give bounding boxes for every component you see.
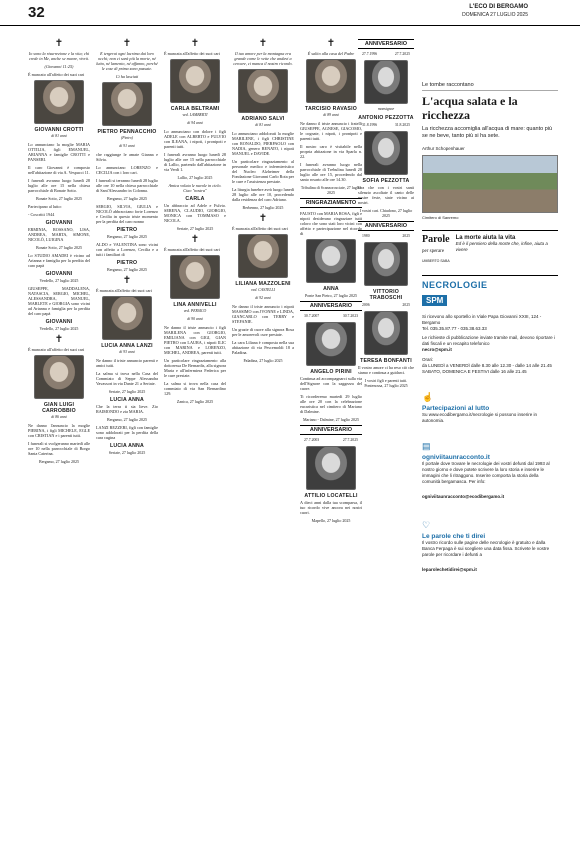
column-3: ✝ È mancata all'affetto dei suoi cari CARLA BELTRAMI ved. LAMBERTI di 94 anni Lo annunciano con dolore i figli ADELE con ALBERTO e FULVIO con ILEANA, i nipoti, i pronipoti e parenti tutti. I funerali avranno luogo lunedì 28 luglio alle ore 15 nella parrocchiale di Lallio, partendo dall'abitazione in via Verdi 1. Lallio, 27 luglio 2025 Amica volata le nuvole in cielo. Ciao "nostra" CARLA Un abbraccio ad Adele e Fulvio. SERENA, CLAUDIO, GIORGIO, MONICA con TOMMASO e NICOLA. Seriate, 27 luglio 2025 ✝ È mancata all'affetto dei suoi cari LINA ANNIVELLI ved. PERSICO di 90 anni Ne danno il triste annuncio i figli MARILENA con GIORGIO, EMILIANA con GIGI, GIAN PIETRO con LAURA, i nipoti ILIC con MARINA e LORENZO, MICHEL, ANDREA, parenti tutti. Un particolare ringraziamento alla dottoressa De Bernardis, alla signora Maria e all'infermiera Federica per le cure prestate. La salma si trova nella casa del commiato di via San Bernardino 129. Zanica, 27 luglio 2025 (164, 38, 226, 404)
portrait-photo (102, 296, 152, 340)
heart-icon: ♡ (422, 520, 431, 530)
deceased-name: GIOVANNI CROTTI (34, 127, 84, 133)
sidebar: Le tombe raccontano L'acqua salata e la ricchezza La ricchezza accomiglia all'acqua di mare: quanto più se ne beve, tanto più si ha sete. Arthur Schopenhauer Cimitero di Sanremo Parole per sperare La morte aiuta la vita Ed è il pensiero della morte che, infine, aiuta a vivere UMBERTO SABA NECROLOGIE SPM Si ricevono allo sportello in Viale Papa Giovanni XXIII, 124 - Bergamo Tel. 035.35.87.77 - 035.38.63.33 Le richieste di pubblicazione inviate tramite mail, devono riportare i dati fiscali e un recapito telefonico necro@spm.it Orari: da LUNEDÌ a VENERDÌ dalle 8.30 alle 12.30 - dalle 14 alle 21.45 SABATO, DOMENICA E FESTIVI dalle 16 alle 21.45 ☝ Partecipazioni al lutto Su www.ecodibergamo.it/necrologie si possono inserire in autonomia. ▤ ogniviitaunracconto.it Il portale dove trovare le necrologie dei vostri defunti dal 1993 al nostro giorno e dove potete scrivere la loro storia e inserire le immagini che li ritraggono. Inserire comporta la storia della comunità bergamasca. Per info: ogniviitaunracconto@ecodibergamo.it ♡ Le parole che ti direi Il vostro ricordo sulle pagine delle necrologie è gratuito e dalla Banca Ferpaga è sui scegliere una data fissa. Scrivete le vostre parole per ricordare i defunti a leparolechetidirei@spm.it (422, 82, 558, 576)
cross-icon: ✝ (258, 38, 268, 49)
email-link[interactable]: leparolechetidirei@spm.it (422, 567, 477, 572)
info-block-1: ☝ Partecipazioni al lutto Su www.ecodibergamo.it/necrologie si possono inserire in autonomia. (422, 392, 538, 423)
portrait-photo (364, 60, 408, 104)
column-6: ANNIVERSARIO 27.7.1996 27.7.2025 monsignor ANTONIO PEZZOTTA 31.8.1996 31.8.2025 SOFIA PEZZOTTA Ora che con i vostri santi silenzio ascoltate il canto delle nostre feste, state vicino ai nostri. I vostri cari. Chiudono, 27 luglio 2025 ANNIVERSARIO 1980 2025 VITTORIO TRABOSCHI 2006 2025 TERESA BONFANTI Il vostro amore ci ha reso ciò che siamo e continua a guidarci. I vostri figli e parenti tutti. Pontenossa, 27 luglio 2025 (358, 41, 414, 388)
portrait-photo (306, 59, 356, 103)
column-4: ✝ Il tuo amore per la montagna era grande come le vette che andavi a cercare, ci manca il nostro ricordo. ADRIANO SALVI di 81 anni Lo annunciano addolorati la moglie MARILENE, i figli CHRISTINE con RONALDO, PIERPAOLO con NADIA, genero RENATO, i nipoti MANUEL e DAVIDE. Un particolare ringraziamento al personale medico e infermieristico del Nucleo Alzheimer della Fondazione Giovanni Carlo Rota per le cure e l'assistenza prestate. La liturgia funebre avrà luogo lunedì 28 luglio alle ore 10, procedendo dalla residenza del caro Adriano. Berbenno, 27 luglio 2025 ✝ È mancata all'affetto dei suoi cari LILIANA MAZZOLENI ved. CASTELLI di 92 anni Ne danno il triste annuncio i nipoti MASSIMO con JVONNE e LINDA, GIANCARLO con TERRY e STEFANIE. Un grazie di cuore alla signora Rosa per le amorevoli cure prestate. La cara Liliana è composta nella sua abitazione di via Pescemoldi 18 a Paladina. Paladina, 27 luglio 2025 (232, 38, 294, 363)
portrait-photo (102, 82, 152, 126)
cross-icon: ✝ (122, 38, 132, 49)
cemetery-photo (422, 155, 558, 213)
section-title: ANNIVERSARIO (300, 301, 362, 311)
email-link[interactable]: necro@spm.it (422, 347, 452, 352)
portrait-photo (306, 239, 356, 283)
necrologie-box: NECROLOGIE SPM Si ricevono allo sportello in Viale Papa Giovanni XXIII, 124 - Bergamo Tel. 035.35.87.77 - 035.38.63.33 Le richieste di pubblicazione inviate tramite mail, devono riportare i dati fiscali e un recapito telefonico necro@spm.it Orari: da LUNEDÌ a VENERDÌ dalle 8.30 alle 12.30 - dalle 14 alle 21.45 SABATO, DOMENICA E FESTIVI dalle 16 alle 21.45 (422, 275, 558, 375)
portrait-photo (34, 80, 84, 124)
portrait-photo (306, 322, 356, 366)
book-icon: ▤ (422, 441, 431, 451)
portrait-photo (364, 311, 408, 355)
portrait-photo (34, 355, 84, 399)
portrait-photo (170, 59, 220, 103)
column-2: ✝ E tergerai ogni lacrima dai loro occhi; non ci sarà più la morte, né lutto, né lamento, né affanno, perché le cose di prima sono passate. Ci ha lasciati PIETRO PENNACCHIO (Pietro) di 91 anni che raggiunge le amate Gianna e Silvia. Lo annunciano LORENZO e CECILIA con i loro cari. I funerali si terranno lunedì 28 luglio alle ore 10 nella chiesa parrocchiale di Sant'Alessandro in Colonna. Bergamo, 27 luglio 2025 SERGIO, SILVIA, GIULIA e NICOLÒ abbracciano forte Lorenzo e Cecilia in questo triste momento per la perdita del caro nonno PIETRO Bergamo, 27 luglio 2025 ALDO e VALENTINA sono vicini con affetto a Lorenzo, Cecilia e a tutti i familiari di PIETRO Bergamo, 27 luglio 2025 ✝ È mancata all'affetto dei suoi cari LUCIA ANNA LANZI di 93 anni Ne danno il triste annuncio parenti e amici tutti. La salma si trova nella Casa del Commiato di Seppe Alessandra Vavassori in via Dante 21 a Seriate. Seriate, 27 luglio 2025 LUCIA ANNA Che la terra ti sia lieve. Zio RAIMONDO e zia MARIA. Bergamo, 27 luglio 2025 LANZI REZZERI, figli con famiglie sono addolorati per la perdita della cara cugina LUCIA ANNA Seriate, 27 luglio 2025 (96, 38, 158, 455)
article-title: L'acqua salata e la ricchezza (422, 94, 518, 122)
section-title: ANNIVERSARIO (300, 425, 362, 435)
section-label: Le tombe raccontano (422, 82, 558, 91)
section-title: RINGRAZIAMENTO (300, 198, 362, 208)
cross-icon: ✝ (122, 275, 132, 286)
info-block-2: ▤ ogniviitaunracconto.it Il portale dove trovare le necrologie dei vostri defunti dal 1993 al nostro giorno e dove potete scrivere la loro storia e inserire le immagini che li ritraggono. Inserire comporta la storia della comunità bergamasca. Per info: ogniviitaunracconto@ecodibergamo.it (422, 441, 550, 499)
cross-icon: ✝ (54, 334, 64, 345)
hand-icon: ☝ (422, 392, 434, 402)
portrait-photo (170, 255, 220, 299)
column-1: ✝ Io sono la risurrezione e la vita; chi crede in Me, anche se muore, vivrà. (Giovanni 11:25) È mancato all'affetto dei suoi cari GIOVANNI CROTTI di 81 anni Lo annunciano la moglie MARIA OTTILIA, figli EMANUEL, ARIANNA e famiglie CROTTI e PANSERI. Il caro Giovanni è composto nell'abitazione di via A. Vespucci 11. I funerali avranno luogo lunedì 28 luglio alle ore 15 nella chiesa parrocchiale di Bonate Sotto. Bonate Sotto, 27 luglio 2025 Partecipano al lutto: - Coscritti 1944 GIOVANNI ERMINIA, ROSSANO, LISA, ANDREA, MARTA, SIMONE, NICOLÒ, LUIGINA Bonate Sotto, 27 luglio 2025 Lo STUDIO AMADEI è vicino ad Arianna e famiglia per la perdita del caro papà GIOVANNI Verdello, 27 luglio 2025 GIUSEPPE, MADDALENA, NATASCIA, SERGIO, MICHEL, ALESSANDRA, MANUEL, MARLETE e GIORGIA sono vicini ad Arianna e famiglia per la perdita del caro papà GIOVANNI Verdello, 27 luglio 2025 ✝ È mancato all'affetto dei suoi cari GIAN LUIGI CARROBBIO di 86 anni Ne danno l'annuncio la moglie PIERINA, i figli MICHELE, EGLE con CRISTIAN e i parenti tutti. I funerali si svolgeranno martedì alle ore 10 nella parrocchiale di Borgo Santa Caterina. Bergamo, 27 luglio 2025 (28, 38, 90, 464)
article-lead: La ricchezza accomiglia all'acqua di mare: quanto più se ne beve, tanto più si ha sete. (422, 126, 553, 139)
cross-icon: ✝ (190, 234, 200, 245)
page-header (0, 0, 580, 26)
info-block-3: ♡ Le parole che ti direi Il vostro ricordo sulle pagine delle necrologie è gratuito e dalla Banca Ferpaga è sui scegliere una data fissa. Scrivete le vostre parole per ricordare i defunti a leparolechetidirei@spm.it (422, 520, 550, 572)
portrait-photo (238, 69, 288, 113)
newspaper-brand: L'ECO DI BERGAMO DOMENICA 27 LUGLIO 2025 (462, 4, 528, 18)
portrait-photo (238, 234, 288, 278)
portrait-photo (306, 446, 356, 490)
page-number: 32 (28, 4, 45, 21)
page-date: DOMENICA 27 LUGLIO 2025 (462, 12, 528, 18)
cross-icon: ✝ (258, 213, 268, 224)
portrait-photo (364, 242, 408, 286)
spm-logo: SPM (422, 295, 447, 306)
photo-caption: Cimitero di Sanremo (422, 215, 459, 220)
parole-box: Parole per sperare La morte aiuta la vita Ed è il pensiero della morte che, infine, aiuta a vivere (422, 230, 558, 257)
portrait-photo (364, 131, 408, 175)
column-5: ✝ È salito alla casa del Padre TARCISIO RAVASIO di 89 anni Ne danno il triste annuncio i fratelli GIUSEPPE, AGNESE, GIACOMO, le cognate, i nipoti, i pronipoti e parenti tutti. Il nostro caro è visitabile nella propria abitazione in via Sparla n. 22. I funerali avranno luogo nella parrocchiale di Trebulina lunedì 28 luglio alle ore 15, procedendo dal santo rosario alle ore 14.30. Tribulina di Scanzorosciate, 27 luglio 2025 RINGRAZIAMENTO FAUSTO con MARIA ROSA, figli e nipoti desiderano ringraziare tutti coloro che sono stati loro vicini con affetto e partecipazione nel ricordo di ANNA Ponte San Pietro, 27 luglio 2025 ANNIVERSARIO 30.7.2007 30.7.2023 ANGELO PIRINI Continua ad accompagnarci sulla via dell'Signore con la saggezza del cuore. Ti ricorderemo martedì 29 luglio alle ore 20 con la celebrazione eucaristica nel cimitero di Mariano di Dalmine. Mariano - Dalmine, 27 luglio 2025 ANNIVERSARIO 27.7.2003 27.7.2025 ATTILIO LOCATELLI A dieci anni dalla tua scomparsa, il tuo ricordo vive ancora nei nostri cuori. Mapello, 27 luglio 2025 (300, 38, 362, 523)
cross-icon: ✝ (190, 38, 200, 49)
section-title: ANNIVERSARIO (358, 39, 414, 49)
section-title: ANNIVERSARIO (358, 221, 414, 231)
cross-icon: ✝ (326, 38, 336, 49)
article-author: Arthur Schopenhauer (422, 146, 465, 151)
email-link[interactable]: ogniviitaunracconto@ecodibergamo.it (422, 494, 505, 499)
cross-icon: ✝ (54, 38, 64, 49)
